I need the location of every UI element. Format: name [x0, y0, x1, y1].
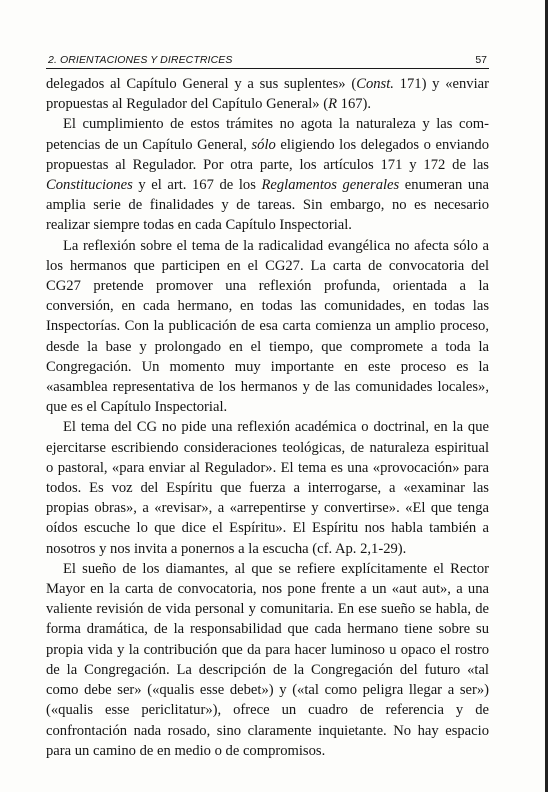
text-run: eligiendo los delegados o enviando propuestas al Regulador. Por otra parte, los artículos 171 y 172 de las — [46, 136, 489, 173]
paragraph-3 — [46, 236, 489, 418]
text-run: enumeran una amplia serie de finalidades y de tareas. Sin embargo, no es necesario realizar siempre todas en cada Capítulo Inspectorial. — [46, 177, 489, 234]
text-run: y el art. 167 de los — [132, 177, 262, 194]
text-run-italic: R — [328, 96, 337, 113]
text-run-italic: Const. — [356, 76, 394, 92]
page-number: 57 — [475, 54, 487, 66]
text-run-italic: Reglamentos generales — [261, 177, 400, 194]
text-run: 171) y «enviar propuestas al Regulador del Capítulo General» ( — [46, 76, 489, 113]
text-run: El tema del CG no pide una reflexión académica o doctrinal, en la que ejercitarse escribiendo consideraciones teológicas, de naturaleza espiritual o pastoral, «para enviar al Regulador». El tema es una «provocación» para todos. Es voz del Espíritu que fuerza a interrogarse, a «examinar las propias obras», a «revisar», a «arrepentirse y convertirse». «El que tenga oídos escuche lo que dice el Espíritu». El Espíritu nos habla también a nosotros y nos invita a ponernos a la escucha (cf. Ap. 2,1-29). — [46, 419, 489, 557]
text-run-italic: sólo — [251, 136, 276, 153]
paragraph-2 — [46, 114, 489, 235]
text-run-italic: Constituciones — [46, 177, 133, 194]
text-run: El sueño de los diamantes, al que se refiere explícitamente el Rector Mayor en la carta de convocatoria, nos pone frente a un «aut aut», a una valiente revisión de vida personal y comunitaria. En ese sueño se habla, de forma dramática, de la responsabilidad que cada hermano tiene sobre su propia vida y la contribución que da para hacer luminoso u opaco el rostro de la Congregación. La descripción de la Congregación del futuro «tal como debe ser» («qualis esse debet») y («tal como peligra llegar a ser») («qualis esse periclitatur»), ofrece un cuadro de referencia y de confrontación nada rosado, sino claramente inquietante. No hay espacio para un camino de en medio o de compromisos. — [46, 560, 489, 759]
body-text — [46, 74, 489, 761]
running-header — [46, 52, 489, 69]
paragraph-4 — [46, 417, 489, 558]
text-run: 167). — [337, 96, 372, 113]
paragraph-1 — [46, 74, 489, 114]
text-run: El cumplimiento de estos trámites no agota la naturaleza y las competencias de un Capítulo General, — [46, 116, 489, 153]
section-title: 2. ORIENTACIONES Y DIRECTRICES — [48, 54, 233, 66]
paragraph-5 — [46, 559, 489, 761]
text-run: delegados al Capítulo General y a sus suplentes» ( — [46, 76, 357, 92]
text-run: La reflexión sobre el tema de la radicalidad evangélica no afecta sólo a los hermanos que participen en el CG27. La carta de convocatoria del CG27 pretende promover una reflexión profunda, orientada a la conversión, en cada hermano, en todas las comunidades, en todas las Inspectorías. Con la publicación de esa carta comienza un amplio proceso, desde la base y prolongado en el tiempo, que compromete a toda la Congregación. Un momento muy importante en este proceso es la «asamblea representativa de los hermanos y de las comunidades locales», que es el Capítulo Inspectorial. — [46, 237, 489, 416]
